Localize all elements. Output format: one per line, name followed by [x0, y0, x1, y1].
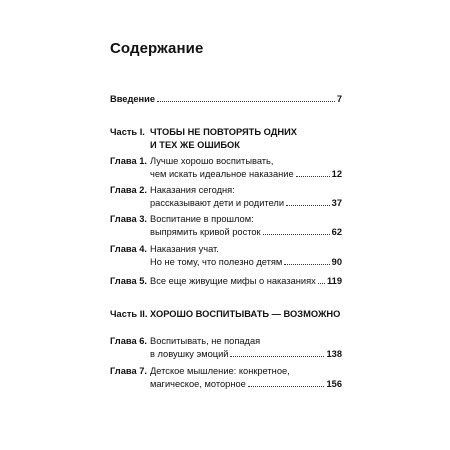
dot-leader — [318, 283, 325, 284]
chapter-title-line: Воспитывать, не попадая — [150, 336, 261, 346]
chapter-title-line: Лучше хорошо воспитывать, — [150, 156, 274, 166]
dot-leader — [286, 205, 330, 206]
chapter-title-line: Воспитание в прошлом: — [150, 214, 254, 224]
dot-leader — [284, 264, 329, 265]
chapter-page: 119 — [327, 276, 342, 286]
toc-entry-chapter[interactable] — [110, 243, 342, 269]
part-label: Часть I. — [110, 127, 145, 137]
chapter-label: Глава 1. — [110, 156, 147, 166]
chapter-title-line: Но не тому, что полезно детям — [150, 256, 283, 267]
intro-title: Введение — [110, 94, 156, 104]
chapter-title-line: в ловушку эмоций — [150, 348, 229, 359]
chapter-title-line: магическое, моторное — [150, 378, 246, 389]
part-title-line: ЧТОБЫ НЕ ПОВТОРЯТЬ ОДНИХ — [150, 127, 297, 137]
chapter-page: 90 — [331, 256, 342, 267]
toc-entry-chapter[interactable] — [110, 155, 342, 181]
chapter-title-line: Наказания учат. — [150, 244, 219, 254]
chapter-label: Глава 5. — [110, 276, 147, 286]
part-title-line: ХОРОШО ВОСПИТЫВАТЬ — ВОЗМОЖНО — [150, 309, 341, 319]
dot-leader — [263, 234, 330, 235]
toc-entry-chapter[interactable] — [110, 365, 342, 391]
part-label: Часть II. — [110, 309, 148, 319]
intro-page: 7 — [336, 94, 342, 104]
chapter-label: Глава 3. — [110, 214, 147, 224]
chapter-title-line: Наказания сегодня: — [150, 185, 235, 195]
chapter-title-line: чем искать идеальное наказание — [150, 168, 294, 179]
chapter-title-line: рассказывают дети и родители — [150, 197, 285, 208]
chapter-label: Глава 6. — [110, 336, 147, 346]
toc-entry-chapter[interactable] — [110, 213, 342, 239]
chapter-title-line: Детское мышление: конкретное, — [150, 366, 290, 376]
chapter-page: 62 — [331, 226, 342, 237]
dot-leader — [296, 176, 330, 177]
toc-entry-chapter[interactable] — [110, 335, 342, 361]
part-title-line: И ТЕХ ЖЕ ОШИБОК — [150, 139, 240, 150]
chapter-label: Глава 2. — [110, 185, 147, 195]
chapter-page: 138 — [326, 348, 342, 359]
dot-leader — [157, 101, 335, 102]
chapter-page: 12 — [331, 168, 342, 179]
part-heading — [110, 308, 342, 321]
chapter-title-line: выпрямить кривой росток — [150, 226, 261, 237]
toc-title: Содержание — [110, 40, 204, 57]
dot-leader — [230, 356, 324, 357]
chapter-page: 156 — [326, 378, 342, 389]
chapter-title-line: Все еще живущие мифы о наказаниях — [150, 276, 316, 286]
toc-entry-chapter[interactable] — [110, 184, 342, 210]
part-heading — [110, 126, 342, 152]
chapter-label: Глава 4. — [110, 244, 147, 254]
toc-entry-intro[interactable] — [110, 93, 342, 106]
chapter-page: 37 — [331, 197, 342, 208]
toc-entry-chapter[interactable] — [110, 275, 342, 288]
chapter-label: Глава 7. — [110, 366, 147, 376]
dot-leader — [248, 386, 325, 387]
